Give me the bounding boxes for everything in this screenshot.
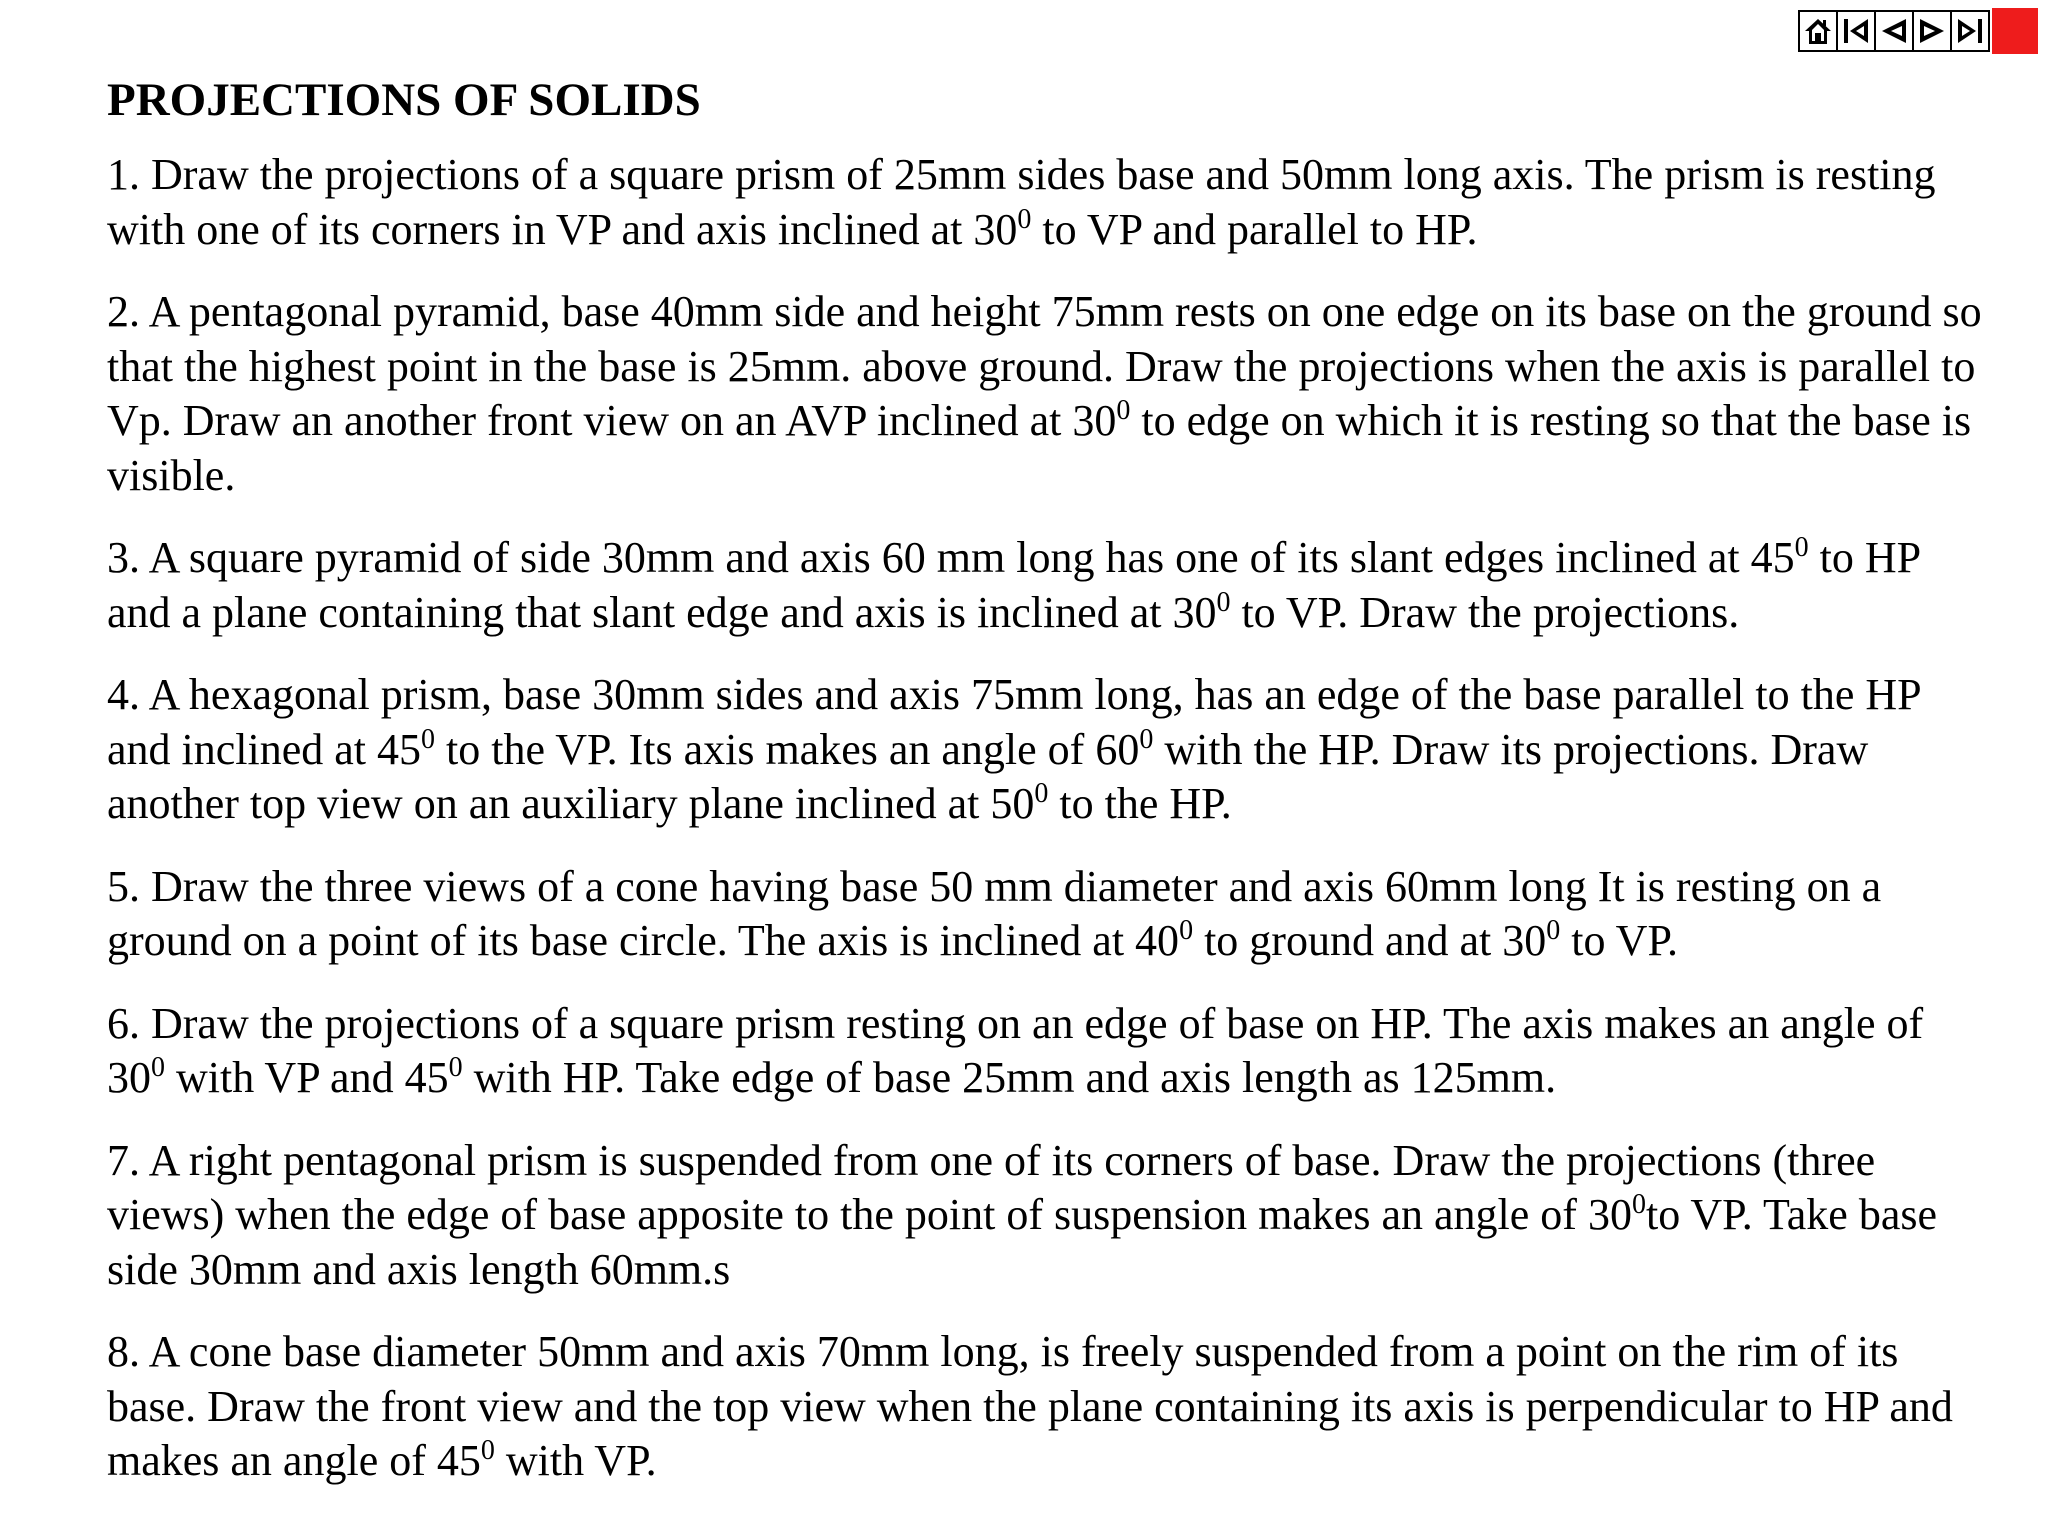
slide-navigation — [1798, 10, 2038, 52]
first-slide-icon — [1841, 16, 1871, 46]
question-2: 2. A pentagonal pyramid, base 40mm side and height 75mm rests on one edge on its base on the ground so that the highest point in the base is 25mm. above ground. Draw the projections when the axis is parallel to Vp. Draw an another front view on an AVP inclined at $30^0$ to edge on which it is resting so that the base is visible. — [107, 287, 1982, 500]
last-slide-button[interactable] — [1950, 10, 1990, 52]
question-1: 1. Draw the projections of a square prism of 25mm sides base and 50mm long axis. The prism is resting with one of its corners in VP and axis inclined at $30^0$ to VP and parallel to HP. — [107, 150, 1936, 254]
question-5: 5. Draw the three views of a cone having base 50 mm diameter and axis 60mm long It is resting on a ground on a point of its base circle. The axis is inclined at $40^0$ to ground and at $30^0$ to VP. — [107, 861, 1882, 965]
home-icon — [1803, 16, 1833, 46]
question-3: 3. A square pyramid of side 30mm and axis 60 mm long has one of its slant edges inclined at $45^0$ to HP and a plane containing that slant edge and axis is inclined at $30^0$ to VP. Draw the projections. — [107, 532, 1920, 637]
question-8: 8. A cone base diameter 50mm and axis 70mm long, is freely suspended from a point on the rim of its base. Draw the front view and the top view when the plane containing its axis is perpendicular to HP and makes an angle of $45^0$ with VP. — [107, 1327, 1953, 1485]
previous-slide-icon — [1879, 16, 1909, 46]
end-show-button[interactable] — [1992, 8, 2038, 54]
next-slide-button[interactable] — [1912, 10, 1952, 52]
page-title: PROJECTIONS OF SOLIDS — [107, 74, 701, 126]
question-7: 7. A right pentagonal prism is suspended from one of its corners of base. Draw the projections (three views) when the edge of base apposite to the point of suspension makes an angle of $30^0to$ VP. Take base side 30mm and axis length 60mm.s — [107, 1135, 1938, 1294]
question-4: 4. A hexagonal prism, base 30mm sides and axis 75mm long, has an edge of the base parallel to the HP and inclined at $45^0$ to the VP. Its axis makes an angle of $60^0$ with the HP. Draw its projections. Draw another top view on an auxiliary plane inclined at $50^0$ to the HP. — [107, 670, 1921, 828]
slide-content — [107, 72, 1987, 1517]
home-button[interactable] — [1798, 10, 1838, 52]
previous-slide-button[interactable] — [1874, 10, 1914, 52]
last-slide-icon — [1955, 16, 1985, 46]
next-slide-icon — [1917, 16, 1947, 46]
first-slide-button[interactable] — [1836, 10, 1876, 52]
question-6: 6. Draw the projections of a square prism resting on an edge of base on HP. The axis makes an angle of $30^0$ with VP and $45^0$ with HP. Take edge of base 25mm and axis length as 125mm. — [107, 998, 1924, 1102]
